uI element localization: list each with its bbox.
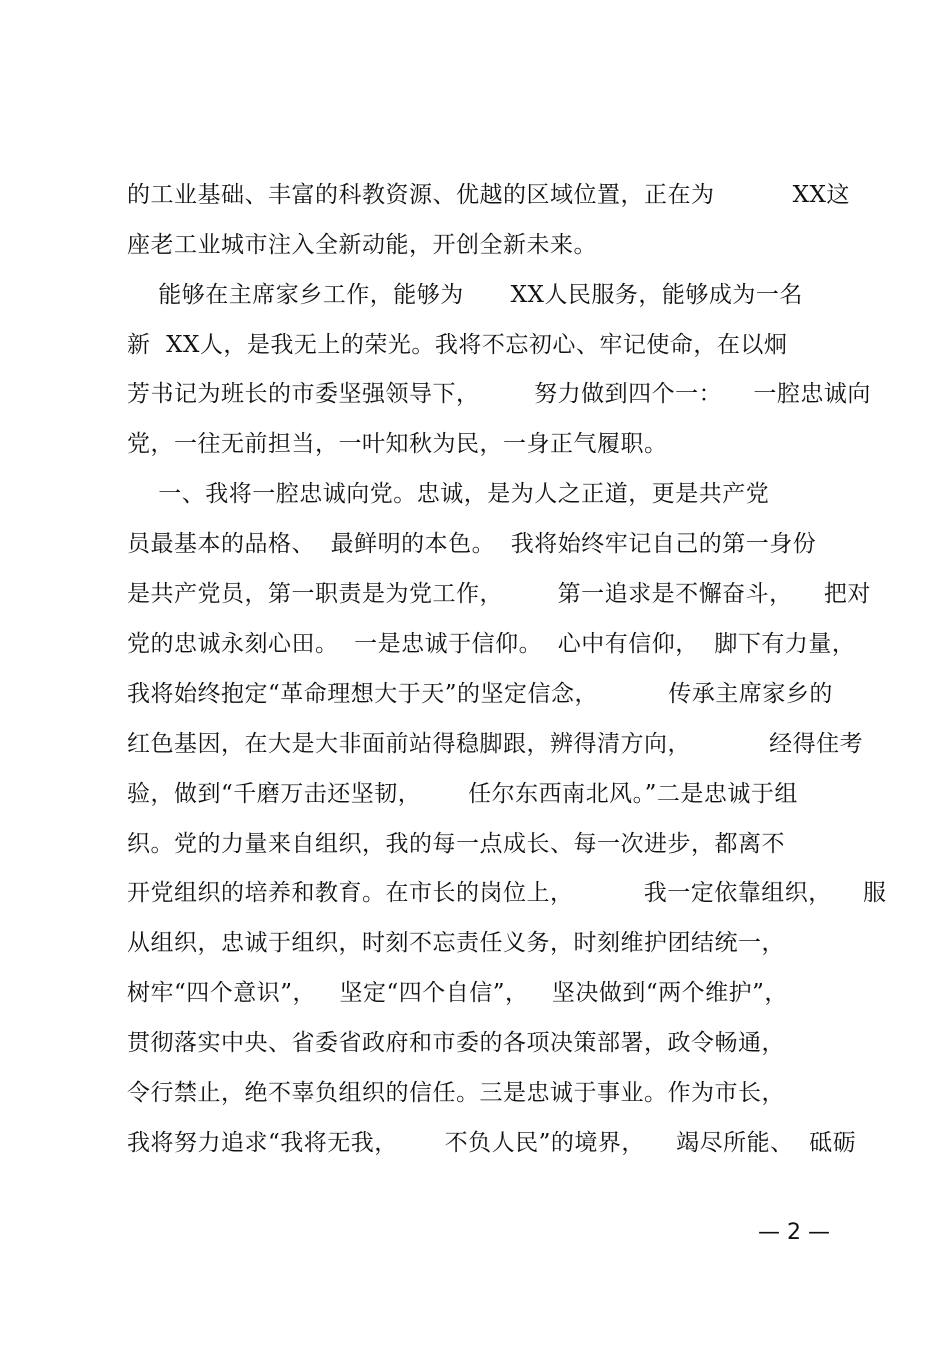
- body-text-line: 员最基本的品格、 最鲜明的本色。 我将始终牢记自己的第一身份: [127, 531, 817, 557]
- body-text-line: 树牢“四个意识”， 坚定“四个自信”， 坚决做到“两个维护”，: [127, 980, 788, 1006]
- body-text-line: 验，做到“千磨万击还坚韧， 任尔东西南北风。”二是忠诚于组: [127, 781, 798, 807]
- body-text-line: 开党组织的培养和教育。在市长的岗位上， 我一定依靠组织， 服: [127, 880, 887, 906]
- body-text-line: 的工业基础、丰富的科教资源、优越的区域位置，正在为 XX这: [127, 182, 850, 208]
- body-text-line: 贯彻落实中央、省委省政府和市委的各项决策部署，政令畅通，: [127, 1030, 785, 1056]
- body-text-line: 织。党的力量来自组织，我的每一点成长、每一次进步，都离不: [127, 831, 785, 857]
- body-text-line: 党的忠诚永刻心田。 一是忠诚于信仰。 心中有信仰， 脚下有力量，: [127, 631, 856, 657]
- body-text-line: 从组织，忠诚于组织，时刻不忘责任义务，时刻维护团结统一，: [127, 930, 785, 956]
- body-text-line: 我将努力追求“我将无我， 不负人民”的境界， 竭尽所能、 砥砺: [127, 1130, 857, 1156]
- body-text-line: 一、我将一腔忠诚向党。忠诚，是为人之正道，更是共产党: [127, 481, 770, 507]
- body-text-line: 新 XX人，是我无上的荣光。我将不忘初心、牢记使命，在以炯: [127, 332, 788, 358]
- body-text-line: 是共产党员，第一职责是为党工作， 第一追求是不懈奋斗， 把对: [127, 581, 871, 607]
- page-number: — 2 —: [758, 1220, 830, 1245]
- body-text-line: 令行禁止，绝不辜负组织的信任。三是忠诚于事业。作为市长，: [127, 1080, 785, 1106]
- body-text-line: 红色基因，在大是大非面前站得稳脚跟，辨得清方向， 经得住考: [127, 731, 864, 757]
- body-text-line: 座老工业城市注入全新动能，开创全新未来。: [127, 232, 597, 258]
- body-text-line: 我将始终抱定“革命理想大于天”的坚定信念， 传承主席家乡的: [127, 681, 833, 707]
- body-text-line: 党，一往无前担当，一叶知秋为民，一身正气履职。: [127, 431, 668, 457]
- body-text-line: 芳书记为班长的市委坚强领导下， 努力做到四个一： 一腔忠诚向: [127, 381, 871, 407]
- body-text-line: 能够在主席家乡工作，能够为 XX人民服务，能够成为一名: [127, 282, 803, 308]
